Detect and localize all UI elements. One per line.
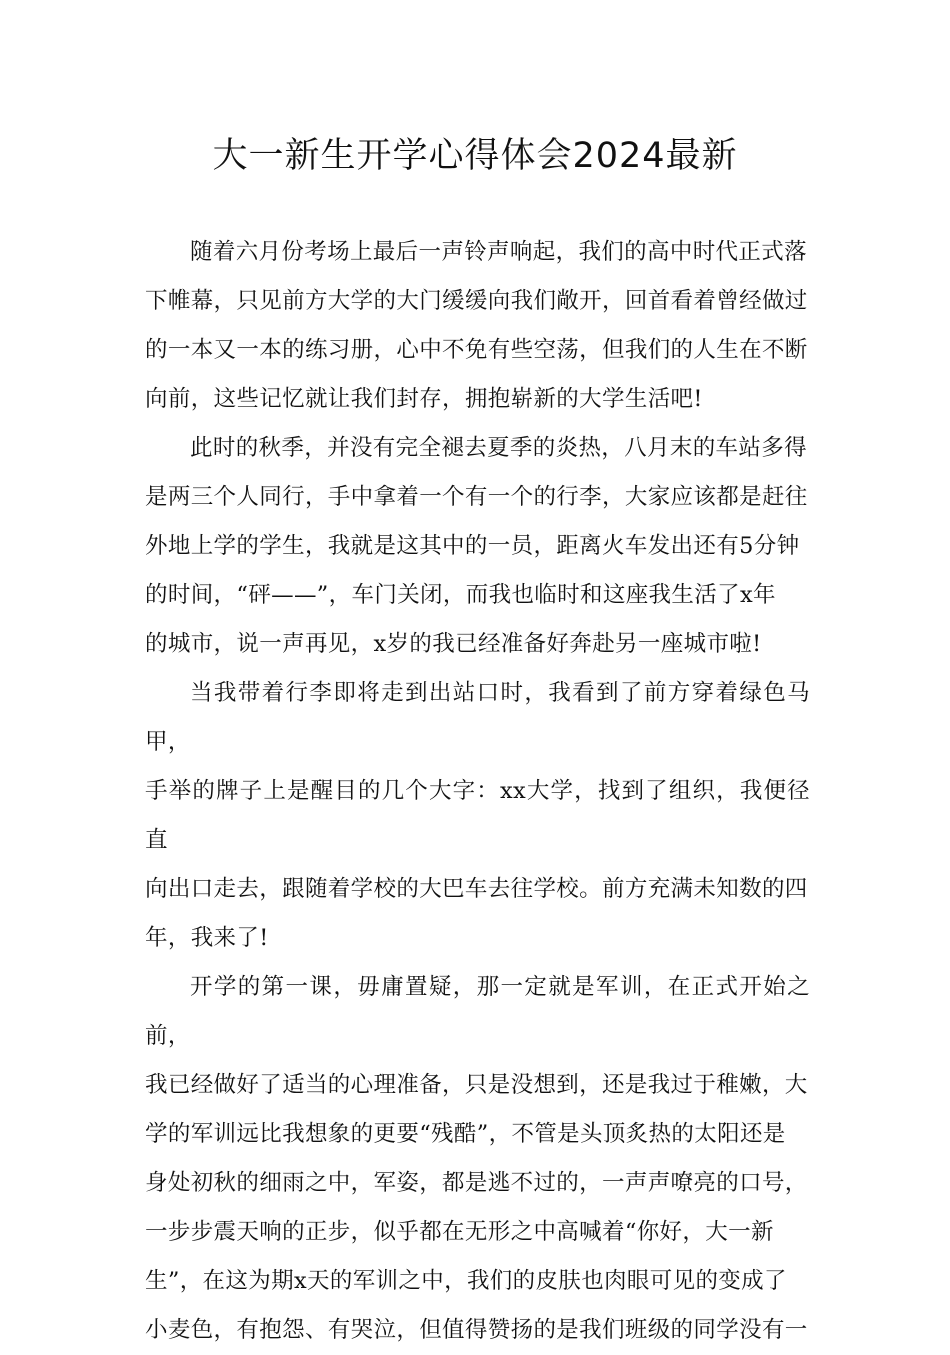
paragraph-3 [145,669,810,963]
paragraph-line: 一步步震天响的正步，似乎都在无形之中高喊着“你好，大一新 [145,1219,774,1245]
paragraph-line: 向前，这些记忆就让我们封存，拥抱崭新的大学生活吧! [145,386,703,412]
paragraph-line: 小麦色，有抱怨、有哭泣，但值得赞扬的是我们班级的同学没有一 [145,1317,808,1343]
paragraph-line: 开学的第一课，毋庸置疑，那一定就是军训，在正式开始之前， [145,974,810,1049]
paragraph-line: 随着六月份考场上最后一声铃声响起，我们的高中时代正式落 [190,239,807,265]
document-title: 大一新生开学心得体会2024最新 [212,136,738,176]
paragraph-line: 身处初秋的细雨之中，军姿，都是逃不过的，一声声嘹亮的口号， [145,1170,808,1196]
paragraph-line: 的一本又一本的练习册，心中不免有些空荡，但我们的人生在不断 [145,337,808,363]
paragraph-line: 的时间，“砰——”，车门关闭，而我也临时和这座我生活了x年 [145,582,776,608]
paragraph-line: 年，我来了! [145,925,269,951]
paragraph-line: 外地上学的学生，我就是这其中的一员，距离火车发出还有5分钟 [145,533,800,559]
paragraph-line: 手举的牌子上是醒目的几个大字：xx大学，找到了组织，我便径直 [145,778,810,853]
paragraph-line: 是两三个人同行，手中拿着一个有一个的行李，大家应该都是赶往 [145,484,808,510]
paragraph-1 [145,228,810,424]
document-body [145,228,810,1355]
paragraph-line: 生”，在这为期x天的军训之中，我们的皮肤也肉眼可见的变成了 [145,1268,787,1294]
paragraph-line: 学的军训远比我想象的更要“残酷”，不管是头顶炙热的太阳还是 [145,1121,786,1147]
paragraph-line: 下帷幕，只见前方大学的大门缓缓向我们敞开，回首看着曾经做过 [145,288,808,314]
paragraph-2 [145,424,810,669]
paragraph-line: 当我带着行李即将走到出站口时，我看到了前方穿着绿色马甲， [145,680,810,755]
paragraph-4 [145,963,810,1355]
paragraph-line: 此时的秋季，并没有完全褪去夏季的炎热，八月末的车站多得 [190,435,807,461]
paragraph-line: 向出口走去，跟随着学校的大巴车去往学校。前方充满未知数的四 [145,876,808,902]
paragraph-line: 的城市，说一声再见，x岁的我已经准备好奔赴另一座城市啦! [145,631,762,657]
paragraph-line: 我已经做好了适当的心理准备，只是没想到，还是我过于稚嫩，大 [145,1072,808,1098]
